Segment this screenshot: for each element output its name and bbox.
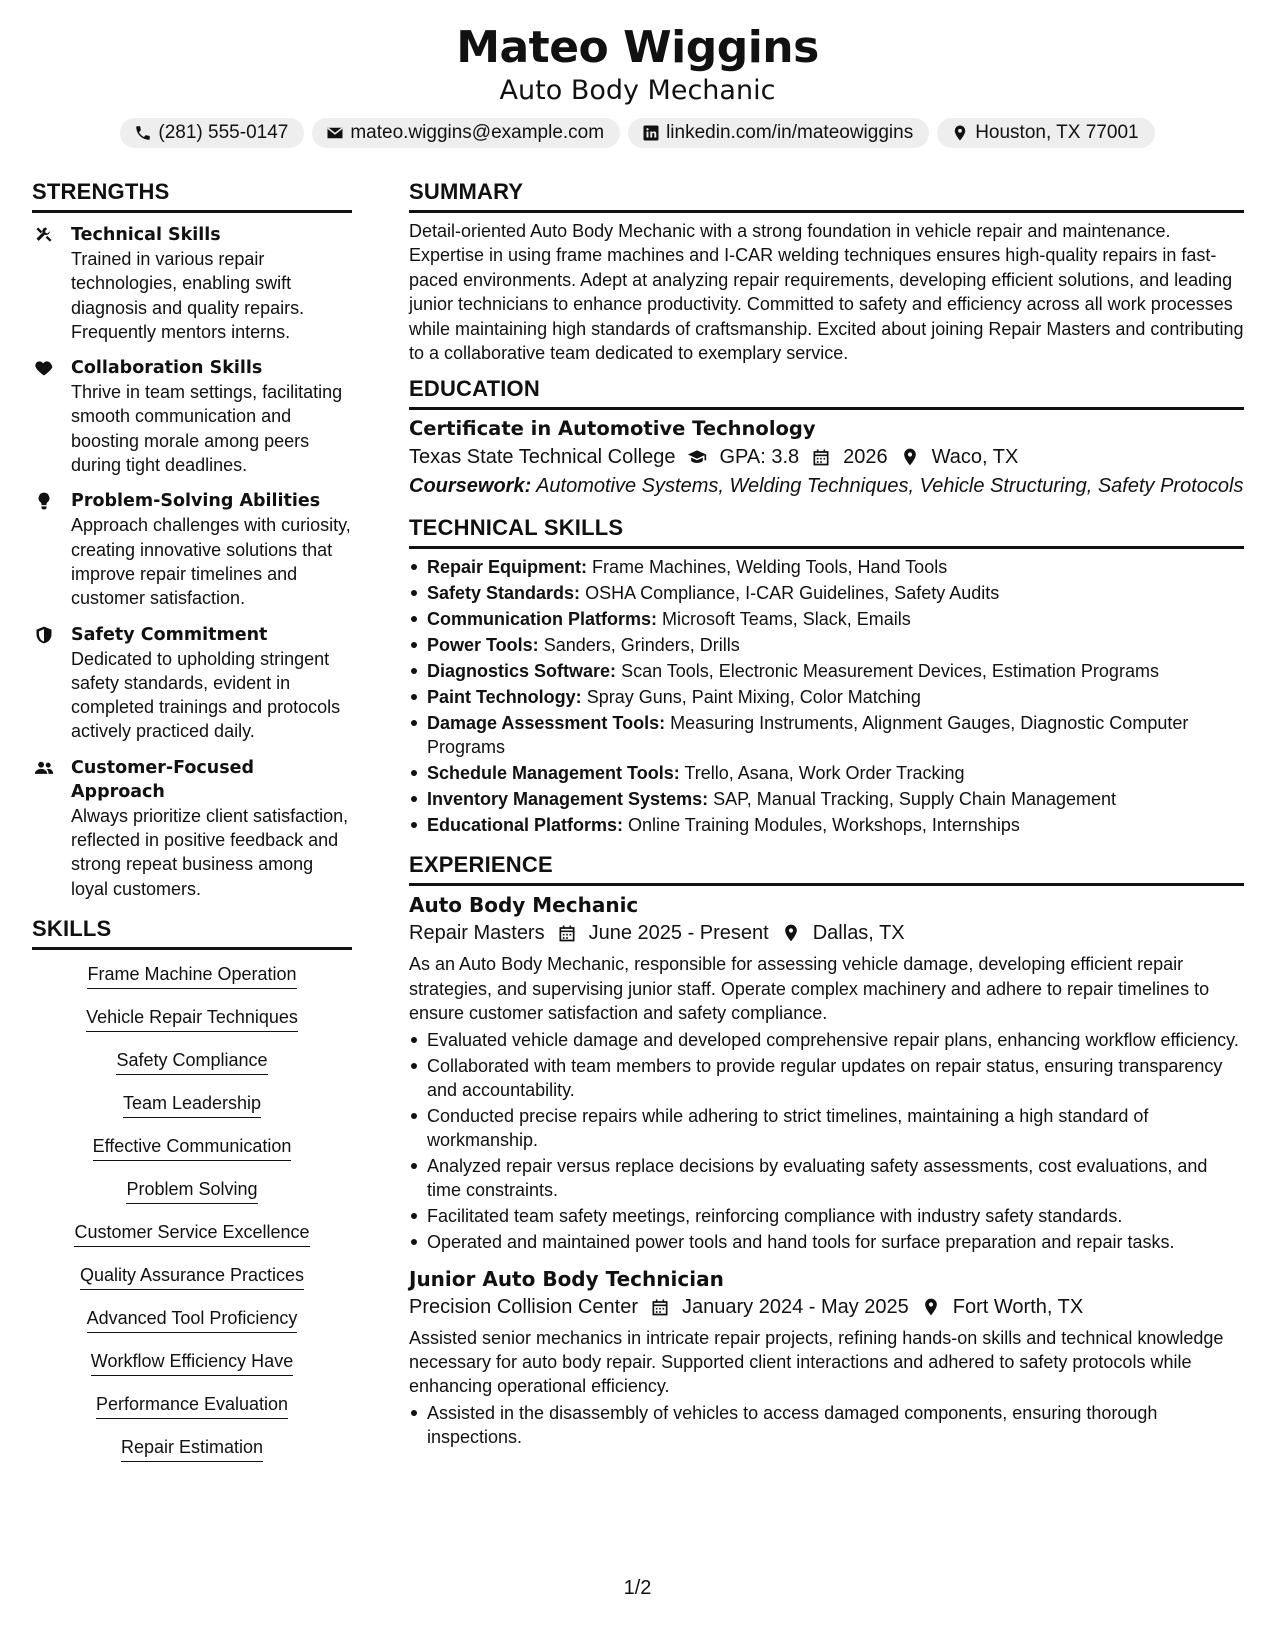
strength-item bbox=[32, 756, 352, 901]
summary-heading: SUMMARY bbox=[409, 178, 1244, 213]
skill-item: Safety Compliance bbox=[116, 1048, 267, 1075]
skill-item: Advanced Tool Proficiency bbox=[87, 1306, 298, 1333]
list-item bbox=[409, 581, 1244, 605]
skill-item: Frame Machine Operation bbox=[87, 962, 296, 989]
gpa-text: GPA: 3.8 bbox=[719, 446, 800, 469]
job-title: Junior Auto Body Technician bbox=[409, 1266, 724, 1291]
tech-skill-label: Diagnostics Software: bbox=[427, 661, 617, 682]
location-text: Houston, TX 77001 bbox=[975, 122, 1139, 143]
email-text: mateo.wiggins@example.com bbox=[350, 122, 605, 143]
skill-item: Customer Service Excellence bbox=[74, 1220, 309, 1247]
calendar-icon bbox=[650, 1297, 670, 1317]
list-item bbox=[409, 555, 1244, 579]
coursework bbox=[409, 474, 1244, 498]
strengths-heading: STRENGTHS bbox=[32, 178, 352, 213]
strength-name: Safety Commitment bbox=[71, 624, 268, 645]
list-item bbox=[409, 761, 1244, 785]
tech-skill-value: Trello, Asana, Work Order Tracking bbox=[684, 763, 965, 784]
strengths-list bbox=[32, 223, 352, 901]
contact-bar bbox=[0, 118, 1275, 148]
strength-description: Dedicated to upholding stringent safety standards, evident in completed trainings and protocols actively practiced daily. bbox=[71, 648, 341, 742]
tech-skill-value: OSHA Compliance, I-CAR Guidelines, Safety Audits bbox=[585, 583, 1000, 604]
list-item bbox=[409, 787, 1244, 811]
contact-location[interactable] bbox=[937, 118, 1154, 148]
tech-skill-value: SAP, Manual Tracking, Supply Chain Management bbox=[713, 789, 1117, 810]
list-item bbox=[409, 607, 1244, 631]
right-column bbox=[409, 178, 1244, 1461]
job-description: Assisted senior mechanics in intricate repair projects, refining hands-on skills and technical knowledge necessary for auto body repair. Supported client interactions and adhered to safety protocols while enhancing operational efficiency. bbox=[409, 1327, 1224, 1397]
list-item bbox=[409, 633, 1244, 657]
list-item: Collaborated with team members to provide regular updates on repair status, ensuring transparency and accountability. bbox=[409, 1054, 1244, 1102]
skill-item: Performance Evaluation bbox=[96, 1392, 288, 1419]
left-column bbox=[32, 178, 352, 1478]
strength-description: Thrive in team settings, facilitating smooth communication and boosting morale among peers during tight deadlines. bbox=[71, 382, 343, 476]
skill-item: Team Leadership bbox=[123, 1091, 261, 1118]
technical-skills-heading: TECHNICAL SKILLS bbox=[409, 514, 1244, 549]
tech-skill-label: Damage Assessment Tools: bbox=[427, 713, 666, 734]
tech-skill-label: Educational Platforms: bbox=[427, 815, 624, 836]
job-entry bbox=[409, 892, 1244, 1253]
job-description: As an Auto Body Mechanic, responsible for assessing vehicle damage, developing efficient repair strategies, and supervising junior staff. Operate complex machinery and adhere to repair timelines to ensure customer satisfaction and safety compliance. bbox=[409, 954, 1210, 1024]
education-meta bbox=[409, 442, 1244, 472]
skills-heading: SKILLS bbox=[32, 915, 352, 950]
users-icon bbox=[34, 758, 54, 778]
tech-skill-label: Inventory Management Systems: bbox=[427, 789, 709, 810]
school-name: Texas State Technical College bbox=[409, 446, 676, 469]
graduation-year: 2026 bbox=[843, 446, 888, 469]
contact-email[interactable] bbox=[312, 118, 620, 148]
strength-name: Collaboration Skills bbox=[71, 358, 263, 379]
tools-icon bbox=[34, 225, 54, 245]
phone-text: (281) 555-0147 bbox=[158, 122, 289, 143]
graduation-cap-icon bbox=[687, 447, 707, 467]
map-pin-icon bbox=[951, 124, 969, 142]
summary-text: Detail-oriented Auto Body Mechanic with a strong foundation in vehicle repair and maintenance. Expertise in using frame machines and I-CAR welding techniques ensures high-quality repairs in fast-paced environments. Adept at analyzing repair requirements, developing efficient solutions, and leading junior technicians to enhance productivity. Committed to safety and efficiency across all work processes while maintaining high standards of craftsmanship. Excited about joining Repair Masters and contributing to a collaborative team dedicated to exemplary service. bbox=[409, 221, 1244, 364]
strength-name: Technical Skills bbox=[71, 225, 221, 245]
calendar-icon bbox=[811, 447, 831, 467]
list-item bbox=[409, 813, 1244, 837]
job-entry bbox=[409, 1266, 1244, 1449]
strength-item bbox=[32, 623, 352, 744]
list-item: Conducted precise repairs while adhering to strict timelines, maintaining a high standard of workmanship. bbox=[409, 1104, 1244, 1152]
strength-item bbox=[32, 356, 352, 477]
strength-description: Trained in various repair technologies, enabling swift diagnosis and quality repairs. Frequently mentors interns. bbox=[71, 249, 305, 342]
tech-skill-label: Paint Technology: bbox=[427, 687, 582, 708]
job-title: Auto Body Mechanic bbox=[409, 893, 639, 918]
list-item bbox=[409, 659, 1244, 683]
envelope-icon bbox=[326, 124, 344, 142]
skills-list bbox=[32, 962, 352, 1478]
candidate-title: Auto Body Mechanic bbox=[499, 75, 776, 106]
skill-item: Repair Estimation bbox=[121, 1435, 263, 1462]
tech-skill-label: Schedule Management Tools: bbox=[427, 763, 680, 784]
calendar-icon bbox=[557, 923, 577, 943]
tech-skill-value: Scan Tools, Electronic Measurement Devices, Estimation Programs bbox=[621, 661, 1159, 682]
skill-item: Effective Communication bbox=[93, 1134, 292, 1161]
job-meta bbox=[409, 918, 1244, 948]
tech-skill-value: Sanders, Grinders, Drills bbox=[543, 635, 740, 656]
skill-item: Vehicle Repair Techniques bbox=[86, 1005, 298, 1032]
tech-skill-value: Measuring Instruments, Alignment Gauges, Diagnostic Computer Programs bbox=[427, 713, 1189, 758]
candidate-name: Mateo Wiggins bbox=[456, 22, 819, 73]
lightbulb-icon bbox=[34, 491, 54, 511]
tech-skill-label: Communication Platforms: bbox=[427, 609, 658, 630]
tech-skill-label: Power Tools: bbox=[427, 635, 539, 656]
shield-icon bbox=[34, 625, 54, 645]
map-pin-icon bbox=[900, 447, 920, 467]
tech-skill-label: Repair Equipment: bbox=[427, 557, 588, 578]
linkedin-icon bbox=[642, 124, 660, 142]
strength-item bbox=[32, 489, 352, 610]
job-dates: January 2024 - May 2025 bbox=[681, 1295, 909, 1318]
list-item: Analyzed repair versus replace decisions by evaluating safety assessments, cost evaluations, and time constraints. bbox=[409, 1154, 1244, 1202]
skill-item: Problem Solving bbox=[126, 1177, 257, 1204]
strength-name: Customer-Focused Approach bbox=[71, 757, 255, 802]
contact-phone[interactable] bbox=[120, 118, 304, 148]
company-name: Repair Masters bbox=[409, 922, 545, 945]
skill-item: Workflow Efficiency Have bbox=[91, 1349, 293, 1376]
tech-skill-value: Microsoft Teams, Slack, Emails bbox=[662, 609, 911, 630]
list-item: Evaluated vehicle damage and developed comprehensive repair plans, enhancing workflow efficiency. bbox=[409, 1028, 1244, 1052]
list-item bbox=[409, 685, 1244, 709]
job-location: Dallas, TX bbox=[812, 922, 905, 945]
job-dates: June 2025 - Present bbox=[588, 922, 769, 945]
strength-item bbox=[32, 223, 352, 344]
job-bullets bbox=[409, 1401, 1244, 1449]
tech-skill-label: Safety Standards: bbox=[427, 583, 581, 604]
strength-name: Problem-Solving Abilities bbox=[71, 491, 321, 512]
list-item: Facilitated team safety meetings, reinforcing compliance with industry safety standards. bbox=[409, 1204, 1244, 1228]
coursework-label: Coursework: bbox=[409, 475, 532, 498]
map-pin-icon bbox=[781, 923, 801, 943]
tech-skill-value: Spray Guns, Paint Mixing, Color Matching bbox=[586, 687, 921, 708]
education-heading: EDUCATION bbox=[409, 375, 1244, 410]
contact-linkedin[interactable] bbox=[628, 118, 929, 148]
strength-description: Approach challenges with curiosity, creating innovative solutions that improve repair timelines and customer satisfaction. bbox=[71, 515, 351, 609]
phone-icon bbox=[134, 124, 152, 142]
school-location: Waco, TX bbox=[931, 446, 1019, 469]
map-pin-icon bbox=[921, 1297, 941, 1317]
list-item bbox=[409, 711, 1244, 759]
experience-heading: EXPERIENCE bbox=[409, 851, 1244, 886]
job-bullets bbox=[409, 1028, 1244, 1254]
linkedin-text: linkedin.com/in/mateowiggins bbox=[666, 122, 914, 143]
skill-item: Quality Assurance Practices bbox=[80, 1263, 304, 1290]
list-item: Operated and maintained power tools and hand tools for surface preparation and repair tasks. bbox=[409, 1230, 1244, 1254]
job-meta bbox=[409, 1292, 1244, 1322]
degree-title: Certificate in Automotive Technology bbox=[409, 417, 816, 441]
resume-header bbox=[0, 22, 1275, 148]
heart-icon bbox=[34, 358, 54, 378]
technical-skills-list bbox=[409, 555, 1244, 837]
strength-description: Always prioritize client satisfaction, reflected in positive feedback and strong repeat business among loyal customers. bbox=[71, 805, 349, 899]
job-location: Fort Worth, TX bbox=[952, 1295, 1084, 1318]
page-number: 1/2 bbox=[623, 1577, 652, 1599]
tech-skill-value: Frame Machines, Welding Tools, Hand Tools bbox=[592, 557, 948, 578]
company-name: Precision Collision Center bbox=[409, 1295, 638, 1318]
tech-skill-value: Online Training Modules, Workshops, Internships bbox=[628, 815, 1020, 836]
list-item: Assisted in the disassembly of vehicles to access damaged components, ensuring thorough inspections. bbox=[409, 1401, 1244, 1449]
coursework-text: Automotive Systems, Welding Techniques, Vehicle Structuring, Safety Protocols bbox=[536, 475, 1244, 498]
